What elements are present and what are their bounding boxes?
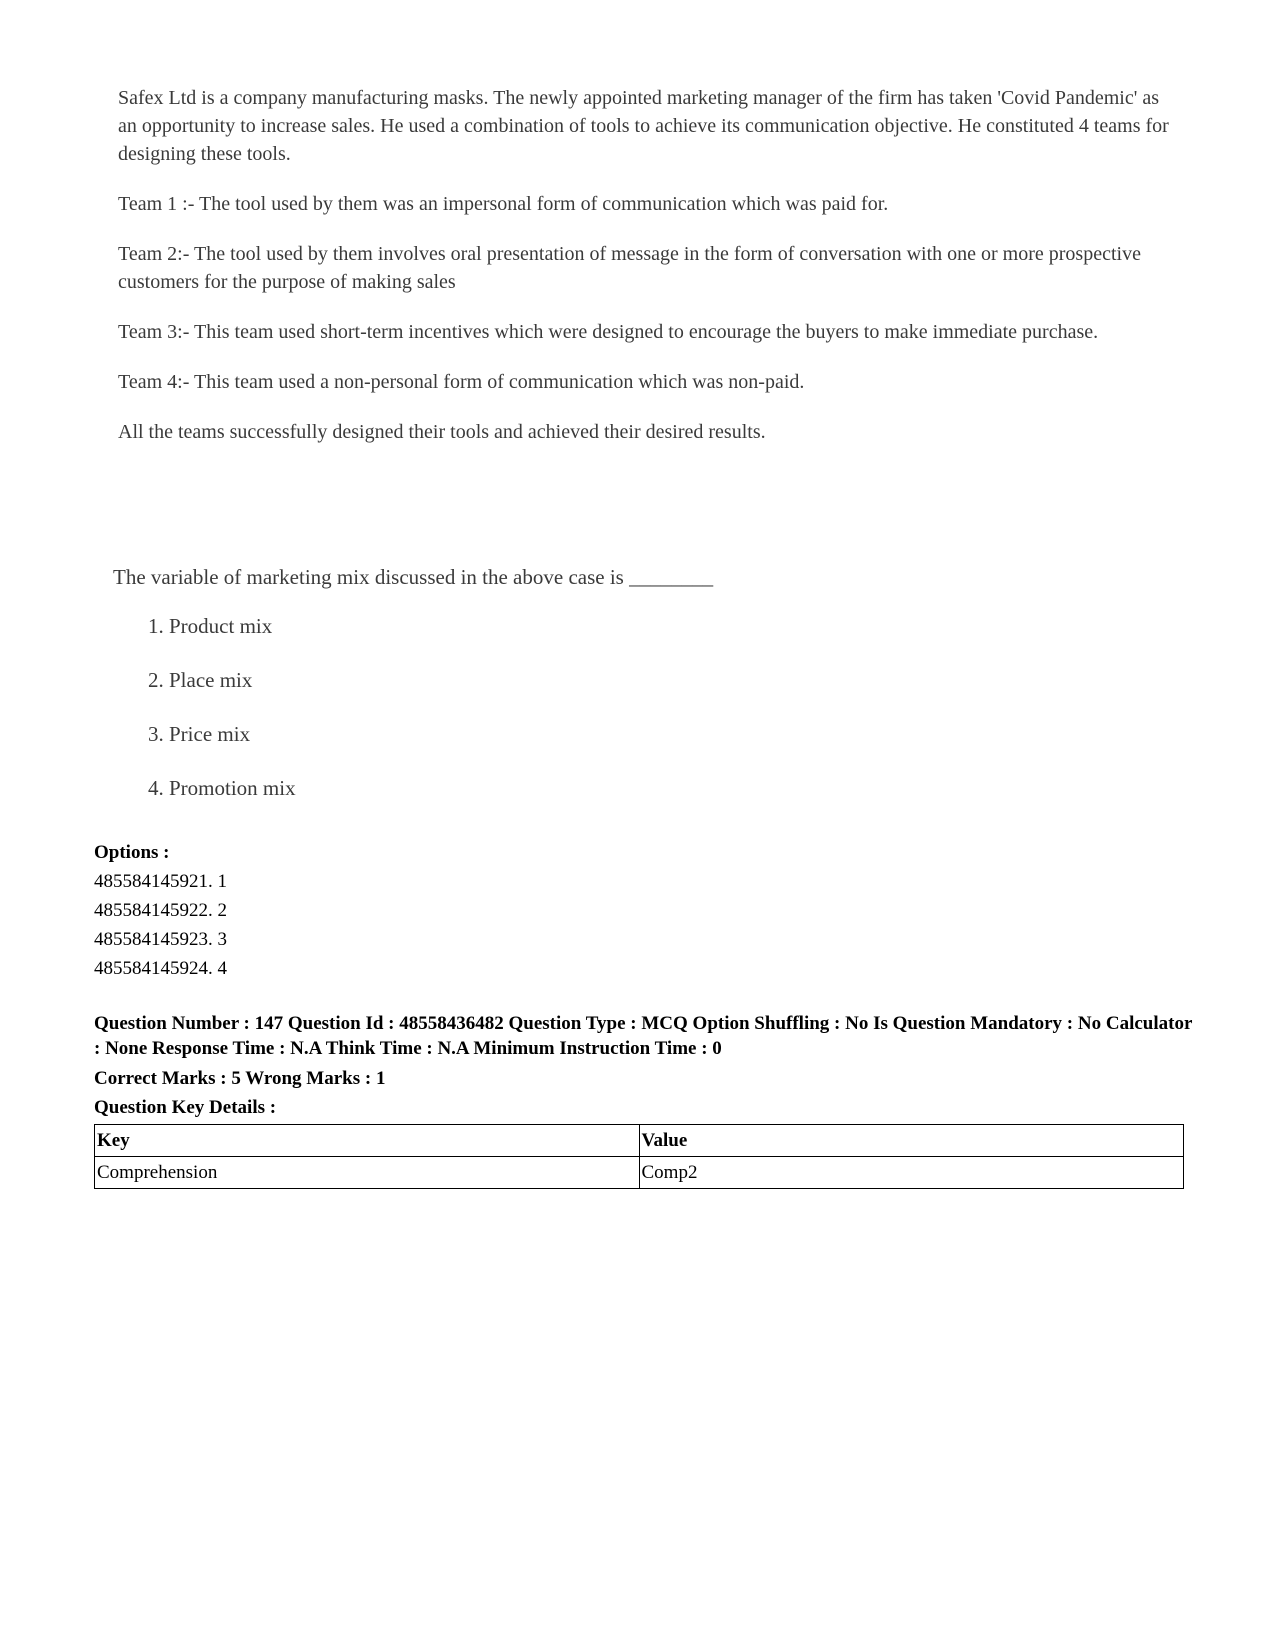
table-header-key: Key xyxy=(95,1125,640,1157)
options-list xyxy=(94,867,1194,983)
option-item: 485584145924. 4 xyxy=(94,958,227,979)
case-study-passage xyxy=(118,84,1178,468)
choice-item: 4. Promotion mix xyxy=(148,776,296,800)
choice-item: 1. Product mix xyxy=(148,614,273,638)
options-heading: Options : xyxy=(94,842,170,863)
case-team-1: Team 1 :- The tool used by them was an impersonal form of communication which was paid for. xyxy=(118,193,889,215)
marks-line: Correct Marks : 5 Wrong Marks : 1 xyxy=(94,1068,386,1089)
choice-item: 3. Price mix xyxy=(148,722,251,746)
key-details-table xyxy=(94,1124,1184,1189)
option-item: 485584145922. 2 xyxy=(94,900,227,921)
option-item: 485584145923. 3 xyxy=(94,929,227,950)
question-metadata xyxy=(94,838,1194,1189)
question-choices xyxy=(148,612,296,828)
choice-item: 2. Place mix xyxy=(148,668,253,692)
case-team-4: Team 4:- This team used a non-personal form of communication which was non-paid. xyxy=(118,371,805,393)
case-conclusion: All the teams successfully designed their tools and achieved their desired results. xyxy=(118,421,766,443)
case-intro: Safex Ltd is a company manufacturing masks. The newly appointed marketing manager of the firm has taken 'Covid Pandemic' as an opportunity to increase sales. He used a combination of tools to achieve its communication objective. He constituted 4 teams for designing these tools. xyxy=(118,87,1169,165)
option-item: 485584145921. 1 xyxy=(94,871,227,892)
table-header-value: Value xyxy=(639,1125,1184,1157)
table-header-row xyxy=(95,1125,1184,1157)
case-team-3: Team 3:- This team used short-term incentives which were designed to encourage the buyers to make immediate purchase. xyxy=(118,321,1099,343)
table-cell-value: Comp2 xyxy=(639,1157,1184,1189)
case-team-2: Team 2:- The tool used by them involves oral presentation of message in the form of conversation with one or more prospective customers for the purpose of making sales xyxy=(118,243,1141,293)
key-details-heading: Question Key Details : xyxy=(94,1097,277,1118)
table-row xyxy=(95,1157,1184,1189)
table-cell-key: Comprehension xyxy=(95,1157,640,1189)
question-details: Question Number : 147 Question Id : 48558436482 Question Type : MCQ Option Shuffling : No Is Question Mandatory : No Calculator : None Response Time : N.A Think Time : N.A Minimum Instruction Time : 0 xyxy=(94,1013,1193,1059)
question-text: The variable of marketing mix discussed in the above case is ________ xyxy=(113,565,714,589)
